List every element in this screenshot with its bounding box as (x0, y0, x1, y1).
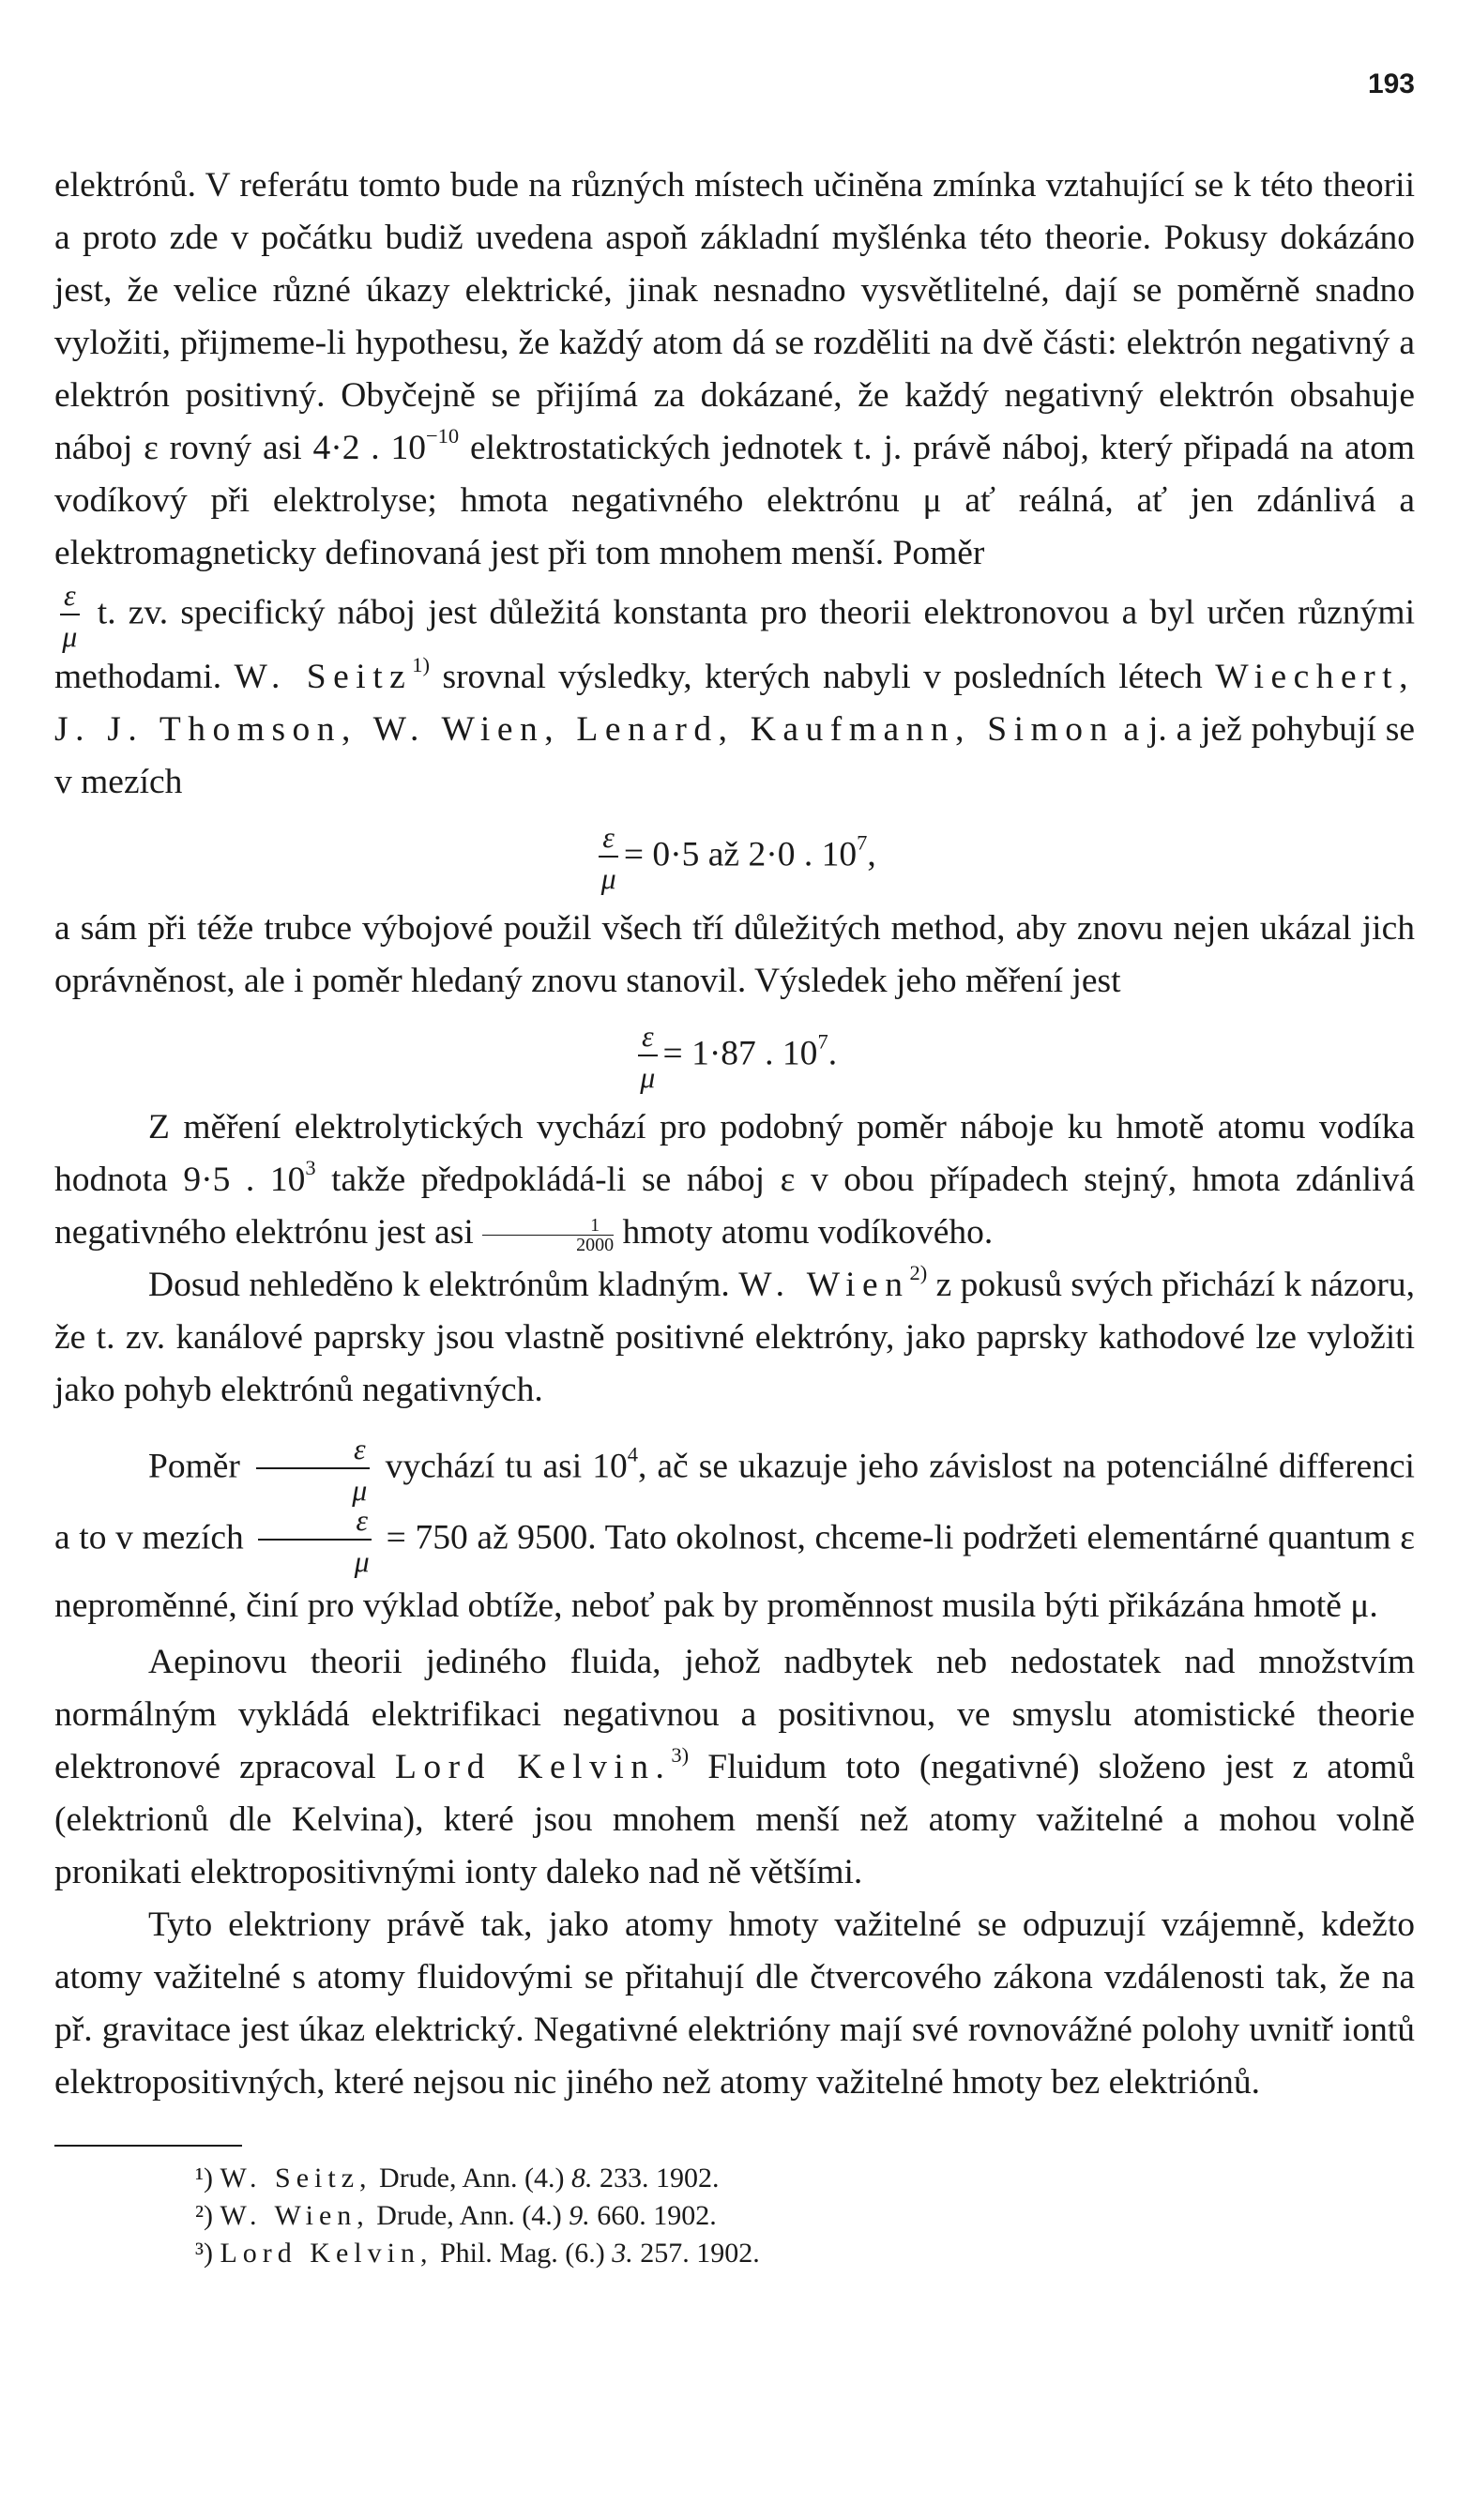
author-list: Wiechert, J. J. Thomson, W. Wien, Lenard, Kaufmann, Simon (54, 658, 1415, 749)
paragraph-5: Poměr $\frac{\varepsilon}{\mu}$ vychází tu asi $10^4$, ač se ukazuje jeho závislost na potenciálné differenci a to v mezích $\frac{\varepsilon}{\mu}$ = 750 až 9500. Tato okolnost, chceme-li podržeti elementárné quantum ε neproměnné, činí pro výklad obtíže, neboť pak by proměnnost musila býti přikázána hmotě μ. (54, 1432, 1415, 1625)
author-kelvin: Lord Kelvin. (394, 1748, 672, 1786)
footnote-ref-3: 3 (671, 1743, 682, 1768)
footnote-separator (54, 2145, 242, 2147)
author-seitz: W. Seitz (234, 658, 413, 696)
equation-1: $\frac{\varepsilon}{\mu}$ = 0·5 až 2·0 . $10^7$, (54, 822, 1415, 893)
footnote-ref-2: 2 (909, 1261, 920, 1285)
footnote-ref-1: 1 (412, 653, 423, 677)
footnote-3: ³) Lord Kelvin, Phil. Mag. (6.) 3. 257. 1902. (195, 2238, 760, 2269)
paragraph-2: a sám při téže trubce výbojové použil všech tří důležitých method, aby znovu nejen ukázal jich oprávněnost, ale i poměr hledaný znovu stanovil. Výsledek jeho měření jest (54, 909, 1415, 1000)
paragraph-6: Aepinovu theorii jediného fluida, jehož nadbytek neb nedostatek nad množstvím normálným vykládá elektrifikaci negativnou a positivnou, ve smyslu atomistické theorie elektronové zpracoval Lord Kelvin.$^{3)}$ Fluidum toto (negativné) složeno jest z atomů (elektrionů dle Kelvina), které jsou mnohem menší než atomy važitelné a mohou volně pronikati elektropositivnými ionty daleko nad ně většími. (54, 1643, 1415, 1891)
page-number: 193 (1367, 68, 1415, 99)
document-page (54, 0, 1415, 2520)
author-wien: W. Wien (738, 1266, 910, 1304)
fraction-e-mu: $\frac{\varepsilon}{\mu}$ (60, 580, 80, 651)
paragraph-1: elektrónů. V referátu tomto bude na různých místech učiněna zmínka vztahující se k této theorii a proto zde v počátku budiž uvedena aspoň základní myšlénka této theorie. Pokusy dokázáno jest, že velice různé úkazy elektrické, jinak nesnadno vysvětlitelné, dají se poměrně snadno vyložiti, přijmeme-li hypothesu, že každý atom dá se rozděliti na dvě části: elektrón negativný a elektrón positivný. Obyčejně se přijímá za dokázané, že každý negativný elektrón obsahuje náboj ε rovný asi 4·2 . $10^{-10}$ elektrostatických jednotek t. j. právě náboj, který připadá na atom vodíkový při elektrolyse; hmota negativného elektrónu μ ať reálná, ať jen zdánlivá a elektromagneticky definovaná jest při tom mnohem menší. Poměr $\frac{\varepsilon}{\mu}$ t. zv. specifický náboj jest důležitá konstanta pro theorii elektronovou a byl určen různými methodami. W. Seitz$^{1)}$ srovnal výsledky, kterých nabyli v posledních létech Wiechert, J. J. Thomson, W. Wien, Lenard, Kaufmann, Simon a j. a jež pohybují se v mezích (54, 166, 1415, 801)
page-body (54, 159, 1415, 2272)
paragraph-7: Tyto elektriony právě tak, jako atomy hmoty važitelné se odpuzují vzájemně, kdežto atomy važitelné s atomy fluidovými se přitahují dle čtvercového zákona vzdálenosti tak, že na př. gravitace jest úkaz elektrický. Negativné elektrióny mají své rovnovážné polohy uvnitř iontů elektropositivných, které nejsou nic jiného než atomy važitelné hmoty bez elektriónů. (54, 1905, 1415, 2102)
footnote-1: ¹) W. Seitz, Drude, Ann. (4.) 8. 233. 1902. (195, 2163, 720, 2194)
footnote-2: ²) W. Wien, Drude, Ann. (4.) 9. 660. 1902. (195, 2200, 717, 2231)
paragraph-4: Dosud nehleděno k elektrónům kladným. W. Wien$^{2)}$ z pokusů svých přichází k názoru, že t. zv. kanálové paprsky jsou vlastně positivné elektróny, jako paprsky kathodové lze vyložiti jako pohyb elektrónů negativných. (54, 1261, 1416, 1409)
equation-2: $\frac{\varepsilon}{\mu}$ = 1·87 . $10^7$. (54, 1021, 1415, 1092)
paragraph-3: Z měření elektrolytických vychází pro podobný poměr náboje ku hmotě atomu vodíka hodnota 9·5 . $10^3$ takže předpokládá-li se náboj ε v obou případech stejný, hmota zdánlivá negativného elektrónu jest asi $\frac{1}{2000}$ hmoty atomu vodíkového. (54, 1108, 1415, 1255)
fraction-one-two-thousandth: $\frac{1}{2000}$ (482, 1216, 614, 1254)
